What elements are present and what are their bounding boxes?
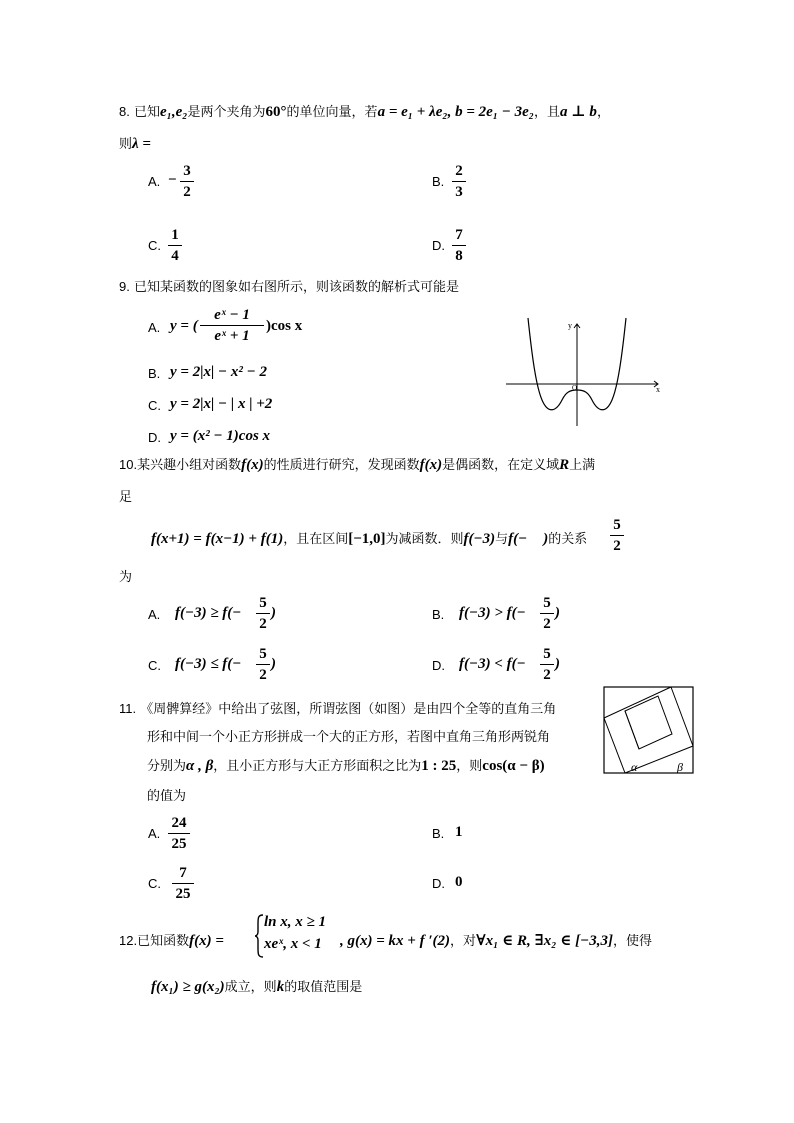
q10-option-b-rel: f(−3) > f(− — [459, 605, 526, 621]
x-axis-label: x — [656, 385, 660, 394]
q8-option-c-fraction: 1 4 — [168, 226, 182, 265]
q10-text: 为减函数．则 — [385, 532, 464, 547]
q11-line3 — [147, 755, 545, 775]
q10-option-c-label[interactable]: C. — [148, 658, 161, 673]
q8-vectors: e₁,e₂ — [160, 104, 188, 120]
q10-text: 与 — [495, 532, 509, 547]
q12-gx: , g(x) = kx + f ′(2) — [340, 933, 451, 949]
q12-inequality: f(x₁) ≥ g(x₂) — [151, 979, 225, 995]
q8-perpendicular: a ⊥ b — [560, 104, 597, 120]
q8-text: 已知 — [133, 105, 160, 120]
q9-option-a-post: )cos x — [266, 318, 303, 334]
q11-text: 《周髀算经》中给出了弦图，所谓弦图（如图）是由四个全等的直角三角 — [140, 702, 557, 717]
q9-option-d-expr: y = (x² − 1)cos x — [170, 428, 271, 444]
q10-text: ，且在区间 — [283, 532, 349, 547]
q11-line4 — [147, 785, 186, 804]
beta-label: β — [677, 760, 683, 774]
q10-option-b-fraction: 5 2 — [540, 594, 554, 633]
q12-text: ，对 — [450, 934, 477, 949]
q12-quantifiers: ∀x₁ ∈ R, ∃x₂ ∈ [−3,3] — [476, 933, 613, 949]
q12-fx: f(x) = — [189, 933, 224, 949]
q10-option-b-label[interactable]: B. — [432, 607, 445, 622]
y-axis-label: y — [568, 321, 572, 330]
q10-text: 足 — [119, 490, 133, 505]
q11-text: ，且小正方形与大正方形面积之比为 — [213, 759, 422, 774]
q11-angles: α , β — [186, 758, 214, 774]
q8-text: ，且 — [534, 105, 561, 120]
q10-option-b-post: ) — [555, 605, 560, 621]
q10-option-d-label[interactable]: D. — [432, 658, 445, 673]
piecewise-brace — [254, 914, 264, 958]
q11-line2 — [147, 726, 550, 745]
q8-lambda: λ = — [132, 136, 151, 152]
q12-text: ，使得 — [612, 934, 652, 949]
q8-option-d-label[interactable]: D. — [432, 238, 445, 253]
q9-option-c-expr: y = 2|x| − | x | +2 — [170, 396, 273, 412]
q12-text: 的取值范围是 — [284, 980, 363, 995]
q9-option-a-fraction: eˣ − 1 eˣ + 1 — [200, 306, 264, 345]
q10-line4 — [119, 566, 132, 585]
q11-option-b-value: 1 — [455, 824, 463, 840]
q12-case1: ln x, x ≥ 1 — [264, 914, 326, 930]
q8-option-a-sign: − — [168, 172, 177, 188]
q10-text: 的关系 — [548, 532, 588, 547]
q8-option-d-fraction: 7 8 — [452, 226, 466, 265]
q8-option-b-fraction: 2 3 — [452, 162, 466, 201]
q11-option-a-fraction: 24 25 — [168, 814, 190, 853]
q9-option-a-label[interactable]: A. — [148, 320, 161, 335]
q10-stem-fraction: 5 2 — [610, 516, 624, 555]
q10-option-c-fraction: 5 2 — [256, 645, 270, 684]
q10-text: 是偶函数，在定义域 — [442, 458, 560, 473]
q8-expression: a = e₁ + λe₂, b = 2e₁ − 3e₂ — [377, 104, 535, 120]
q10-option-d-fraction: 5 2 — [540, 645, 554, 684]
q8-number: 8. — [119, 104, 130, 119]
q10-text: 的性质进行研究，发现函数 — [263, 458, 420, 473]
q11-line1 — [119, 698, 556, 717]
q11-text: 分别为 — [147, 759, 187, 774]
q10-option-a-rel: f(−3) ≥ f(− — [175, 605, 242, 621]
triangle-edge — [671, 687, 693, 746]
q11-option-d-value: 0 — [455, 874, 463, 890]
q9-option-a-pre: y = ( — [170, 318, 198, 334]
q9-stem — [119, 276, 459, 295]
q12-line2 — [151, 976, 362, 996]
q10-line2 — [119, 486, 132, 505]
q9-number: 9. — [119, 279, 130, 294]
q8-option-a-fraction: 3 2 — [180, 162, 194, 201]
q10-fx: f(x) — [241, 457, 264, 473]
q9-option-b-expr: y = 2|x| − x² − 2 — [170, 364, 267, 380]
q11-text: 的值为 — [147, 789, 187, 804]
triangle-edge — [625, 711, 639, 749]
q10-option-c-rel: f(−3) ≤ f(− — [175, 656, 242, 672]
q12-line1-end — [340, 930, 652, 950]
q10-option-d-post: ) — [555, 656, 560, 672]
triangle-edge — [604, 687, 671, 718]
q8-line1 — [119, 101, 610, 121]
q8-text: ， — [596, 105, 610, 120]
q11-number: 11. — [119, 701, 137, 716]
q11-cos: cos(α − β) — [482, 758, 545, 774]
q10-text: 上满 — [569, 458, 596, 473]
q10-number: 10. — [119, 457, 138, 472]
q10-f-post: ) — [543, 531, 549, 547]
q8-text: 的单位向量，若 — [286, 105, 378, 120]
inner-square — [625, 696, 672, 749]
q10-line3 — [151, 528, 587, 548]
q8-line2 — [119, 133, 151, 153]
q12-case2: xeˣ, x < 1 — [264, 936, 322, 952]
q12-text: 已知函数 — [137, 934, 190, 949]
q10-text: 某兴趣小组对函数 — [137, 458, 242, 473]
q9-option-d-label[interactable]: D. — [148, 430, 161, 445]
origin-label: O — [572, 384, 578, 392]
q12-number: 12. — [119, 933, 138, 948]
q12-text: 成立，则 — [224, 980, 277, 995]
q9-option-b-label[interactable]: B. — [148, 366, 161, 381]
q10-fx: f(x) — [419, 457, 443, 473]
q10-f-minus-3: f(−3) — [463, 531, 496, 547]
q8-text: 是两个夹角为 — [187, 105, 266, 120]
q8-text: 则 — [119, 137, 133, 152]
alpha-label: α — [631, 760, 638, 774]
q10-domain: R — [559, 457, 570, 473]
q11-option-b-label[interactable]: B. — [432, 826, 445, 841]
q8-angle: 60° — [265, 104, 287, 120]
q10-text: 为 — [119, 570, 133, 585]
q10-f-pre: f(− — [508, 531, 528, 547]
q9-function-graph — [500, 316, 668, 428]
q8-option-a-label[interactable]: A. — [148, 174, 161, 189]
q11-ratio: 1 : 25 — [421, 758, 457, 774]
q10-option-d-rel: f(−3) < f(− — [459, 656, 526, 672]
q9-option-c-label[interactable]: C. — [148, 398, 161, 413]
q11-option-a-label[interactable]: A. — [148, 826, 161, 841]
q11-text: 形和中间一个小正方形拼成一个大的正方形，若图中直角三角形两锐角 — [147, 730, 551, 745]
q11-option-c-fraction: 7 25 — [172, 864, 194, 903]
q10-option-a-fraction: 5 2 — [256, 594, 270, 633]
q10-option-c-post: ) — [271, 656, 276, 672]
q10-option-a-post: ) — [271, 605, 276, 621]
q11-text: ，则 — [456, 759, 483, 774]
q12-line1-start — [119, 930, 224, 950]
q10-line1 — [119, 454, 595, 474]
q11-option-c-label[interactable]: C. — [148, 876, 161, 891]
q10-interval: [−1,0] — [348, 531, 386, 547]
q11-xian-figure — [603, 686, 695, 776]
q8-option-c-label[interactable]: C. — [148, 238, 161, 253]
q10-option-a-label[interactable]: A. — [148, 607, 161, 622]
triangle-edge — [604, 718, 625, 773]
q10-condition: f(x+1) = f(x−1) + f(1) — [151, 531, 284, 547]
q11-option-d-label[interactable]: D. — [432, 876, 445, 891]
q9-text: 已知某函数的图象如右图所示，则该函数的解析式可能是 — [133, 280, 459, 295]
q12-k: k — [276, 979, 285, 995]
q8-option-b-label[interactable]: B. — [432, 174, 445, 189]
